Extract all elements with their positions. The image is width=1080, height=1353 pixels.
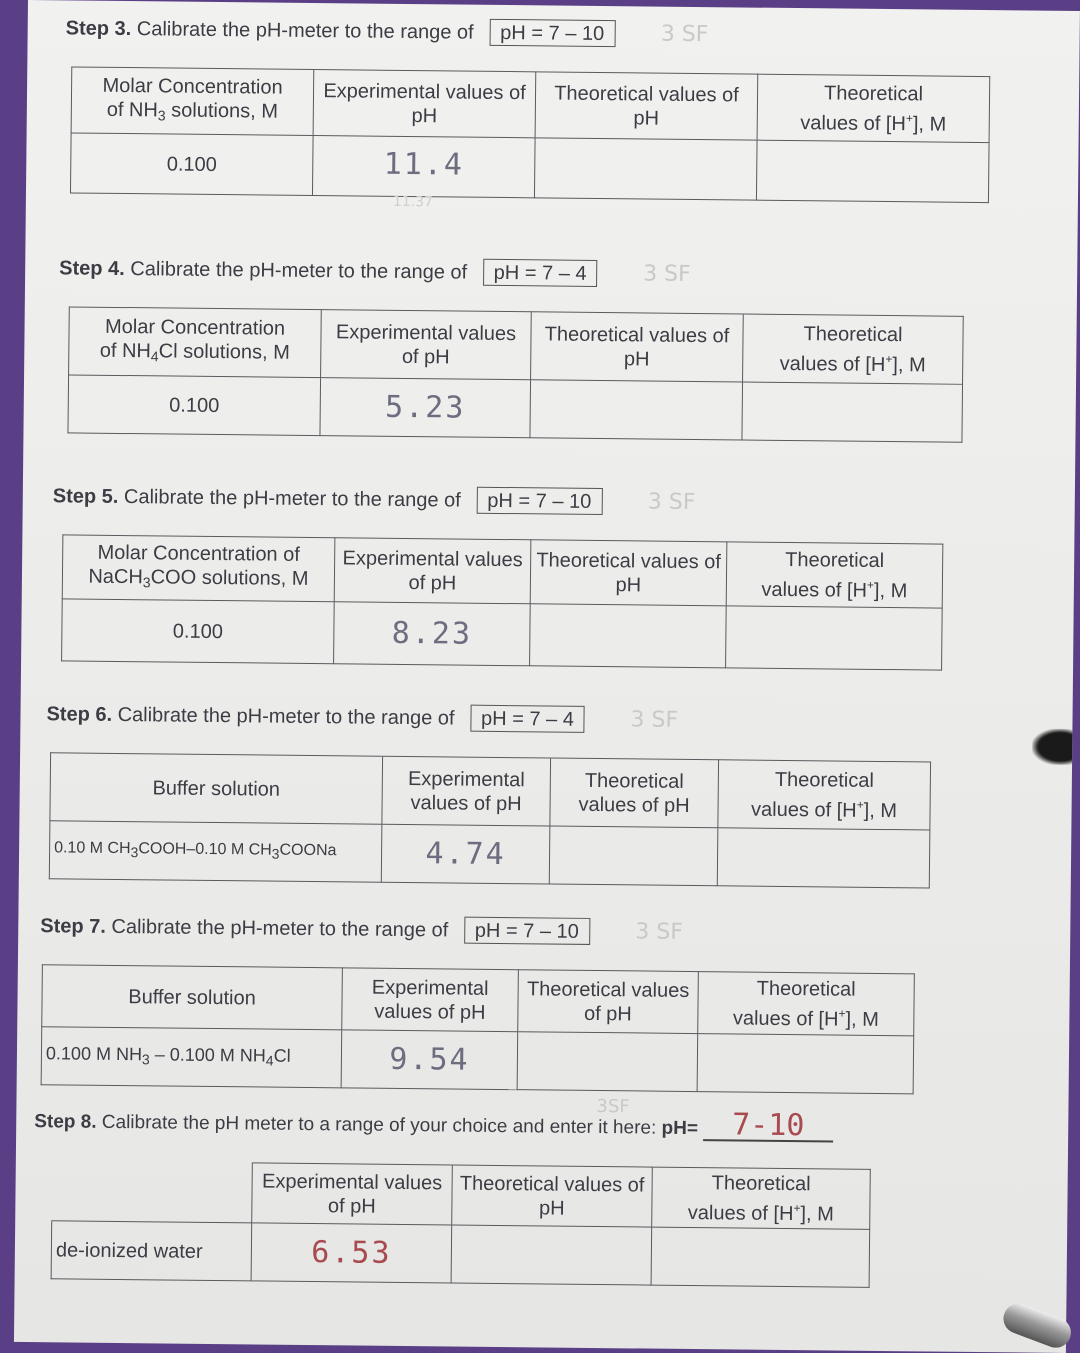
- theoretical-h-cell[interactable]: [742, 382, 963, 442]
- header-buffer-solution: Buffer solution: [50, 753, 383, 824]
- row-concentration: 0.100: [62, 599, 335, 664]
- measured-ph-value[interactable]: 8.23: [334, 602, 531, 666]
- worksheet-page: [14, 0, 1080, 1353]
- header-theoretical-h: Theoretical values of [H+], M: [652, 1167, 871, 1229]
- sig-fig-note: 3 SF: [660, 21, 709, 48]
- step-3-heading: Step 3. Calibrate the pH-meter to the range of pH = 7 – 10 3 SF: [65, 17, 709, 48]
- row-sample: de-ionized water: [51, 1221, 252, 1281]
- measured-ph-value[interactable]: 5.23: [320, 378, 531, 438]
- table-header-row: [62, 535, 943, 608]
- step-4-range: pH = 7 – 4: [483, 259, 598, 287]
- header-theoretical-ph: Theoretical values of pH: [531, 312, 744, 382]
- binder-ring: [999, 1299, 1075, 1352]
- row-concentration: 0.100: [68, 375, 321, 436]
- header-experimental-ph: Experimental values of pH: [342, 968, 519, 1032]
- header-theoretical-h: Theoretical values of [H+], M: [726, 542, 943, 608]
- measured-ph-value[interactable]: 4.74: [381, 824, 550, 884]
- step-3-table: [70, 66, 990, 211]
- sig-fig-note: 3 SF: [635, 919, 684, 945]
- theoretical-h-cell[interactable]: [717, 828, 930, 888]
- table-header-row: [42, 965, 915, 1036]
- header-experimental-ph: Experimental values of pH: [252, 1163, 453, 1225]
- chosen-range-input[interactable]: 7-10: [703, 1111, 833, 1142]
- theoretical-ph-cell[interactable]: [549, 826, 718, 886]
- step-3-range: pH = 7 – 10: [489, 19, 615, 47]
- step-5-heading: Step 5. Calibrate the pH-meter to the range of pH = 7 – 10 3 SF: [52, 485, 696, 516]
- table-row: [41, 1027, 914, 1094]
- step-4-table: [67, 306, 963, 442]
- header-theoretical-ph: Theoretical values of pH: [452, 1165, 653, 1227]
- table-row: [68, 375, 963, 442]
- row-concentration: 0.100: [70, 133, 313, 196]
- theoretical-ph-cell[interactable]: [534, 138, 757, 200]
- header-experimental-ph: Experimental values of pH: [321, 310, 532, 380]
- header-concentration: Molar Concentration of NaCH$_3$COO solutions, M: [62, 535, 335, 602]
- step-6-table: [49, 752, 931, 888]
- step-5-table: [61, 534, 943, 670]
- header-concentration: Molar Concentration of $NH_4Cl$ solutions, M: [69, 307, 322, 378]
- header-theoretical-h: Theoretical values of [H+], M: [757, 74, 990, 142]
- sig-fig-note: 3 SF: [630, 707, 679, 733]
- header-concentration: Molar Concentration of $NH_3$ solutions, M: [71, 67, 314, 136]
- sig-fig-note: 3SF: [596, 1096, 630, 1118]
- header-theoretical-ph: Theoretical values of pH: [535, 72, 758, 140]
- table-row: [70, 133, 989, 203]
- theoretical-ph-cell[interactable]: [517, 1032, 698, 1092]
- header-theoretical-h: Theoretical values of [H+], M: [718, 760, 931, 830]
- table-header-row: [50, 753, 931, 830]
- theoretical-ph-cell[interactable]: [530, 380, 743, 440]
- theoretical-ph-cell[interactable]: [451, 1225, 652, 1285]
- header-theoretical-h: Theoretical values of [H+], M: [698, 972, 915, 1036]
- step-8-heading: Step 8. Calibrate the pH meter to a range of your choice and enter it here: pH= 7-10: [34, 1104, 833, 1142]
- table-row: [51, 1221, 870, 1288]
- step-7-heading: Step 7. Calibrate the pH-meter to the range of pH = 7 – 10 3 SF: [40, 915, 684, 945]
- step-5-range: pH = 7 – 10: [476, 487, 602, 515]
- row-buffer-composition: 0.100 M $NH_3 - 0.100$ M $NH_4Cl$: [41, 1027, 342, 1088]
- header-theoretical-ph: Theoretical values of pH: [530, 540, 727, 606]
- theoretical-h-cell[interactable]: [756, 140, 989, 202]
- measured-ph-value: 11.4: [383, 146, 465, 183]
- header-theoretical-ph: Theoretical values of pH: [518, 970, 699, 1034]
- faint-pencil-note: 11.37: [392, 193, 434, 211]
- header-experimental-ph: Experimental values of pH: [313, 69, 536, 137]
- header-theoretical-ph: Theoretical values of pH: [550, 758, 719, 828]
- theoretical-h-cell[interactable]: [697, 1034, 914, 1094]
- header-buffer-solution: Buffer solution: [42, 965, 343, 1030]
- step-7-table: [41, 964, 915, 1094]
- table-row: [62, 599, 943, 670]
- header-theoretical-h: Theoretical values of [H+], M: [743, 314, 964, 384]
- theoretical-ph-cell[interactable]: [530, 604, 727, 668]
- table-row: [49, 821, 930, 888]
- theoretical-h-cell[interactable]: [651, 1227, 870, 1287]
- step-7-range: pH = 7 – 10: [464, 917, 590, 945]
- sig-fig-note: 3 SF: [643, 261, 691, 287]
- row-buffer-composition: 0.10 M CH3COOH–0.10 M CH3COONa: [49, 821, 382, 882]
- sig-fig-note: 3 SF: [647, 489, 696, 516]
- step-6-range: pH = 7 – 4: [470, 705, 585, 733]
- header-experimental-ph: Experimental values of pH: [334, 538, 531, 604]
- step-8-table: [51, 1160, 871, 1288]
- measured-ph-cell[interactable]: [312, 135, 535, 211]
- measured-ph-value[interactable]: 9.54: [341, 1030, 518, 1090]
- binder-hole: [1032, 729, 1072, 765]
- header-experimental-ph: Experimental values of pH: [382, 756, 551, 826]
- header-blank: [52, 1161, 253, 1223]
- measured-ph-value[interactable]: 6.53: [251, 1223, 452, 1283]
- step-4-heading: Step 4. Calibrate the pH-meter to the range of pH = 7 – 4 3 SF: [59, 257, 691, 287]
- table-header-row: [71, 67, 990, 143]
- table-header-row: [52, 1161, 871, 1230]
- table-header-row: [69, 307, 964, 384]
- step-6-heading: Step 6. Calibrate the pH-meter to the range of pH = 7 – 4 3 SF: [46, 703, 679, 733]
- theoretical-h-cell[interactable]: [726, 606, 943, 670]
